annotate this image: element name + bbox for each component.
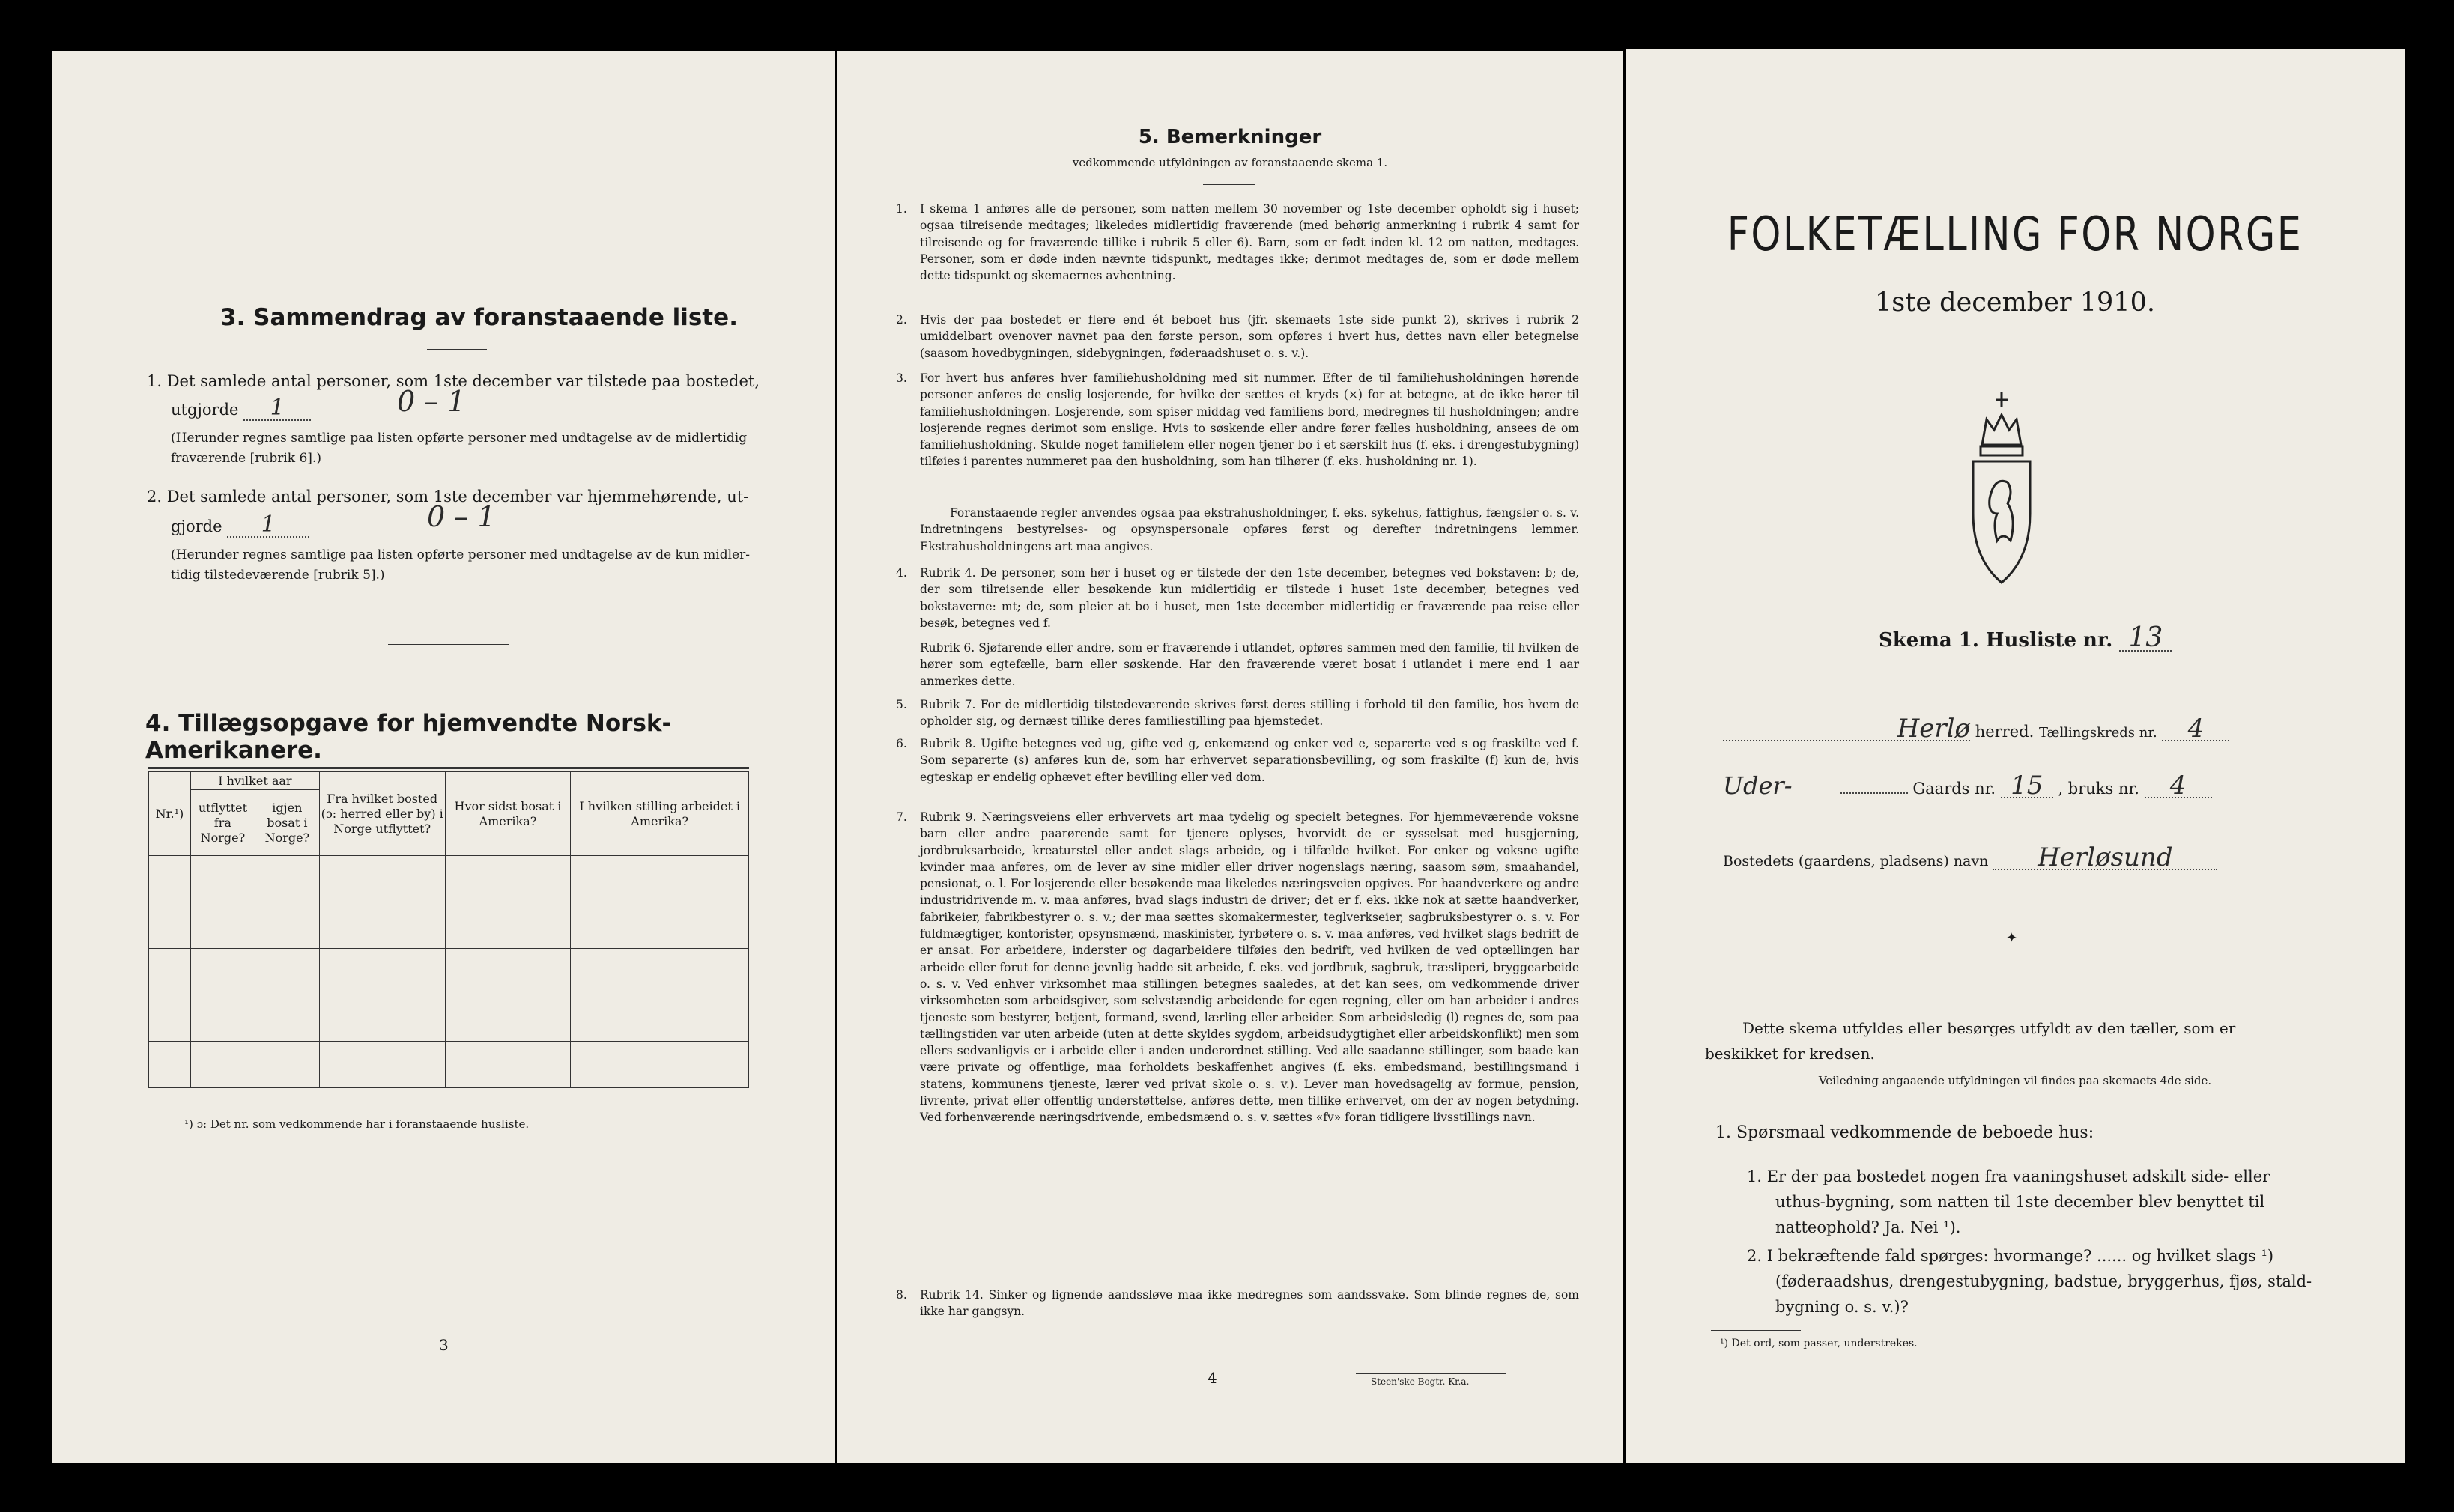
main-title: FOLKETÆLLING FOR NORGE xyxy=(1727,207,2303,261)
ornament-icon: ✦ xyxy=(2006,930,2018,946)
section3-title: 3. Sammendrag av foranstaaende liste. xyxy=(220,304,738,331)
intro-line1: Dette skema utfyldes eller besørges utfyldt av den tæller, som er xyxy=(1742,1019,2236,1037)
remarks-title: 5. Bemerkninger xyxy=(1138,126,1322,148)
table-row xyxy=(149,902,749,949)
skema-line xyxy=(1879,622,2172,653)
remark-8: 8. Rubrik 14. Sinker og lignende aandssløve maa ikke medregnes som aandssvake. Som blinde regnes de, som ikke har gangsyn. xyxy=(896,1288,1579,1319)
item1-handwritten-count: 1 xyxy=(243,397,311,421)
col-header-group: I hvilket aar xyxy=(190,772,319,790)
dots xyxy=(1840,792,1908,794)
remark-3b: Foranstaaende regler anvendes ogsaa paa ekstrahusholdninger, f. eks. sykehus, fattighus, fængsler o. s. v. Indretningens bestyrelses- og opsynspersonale opføres først og derefter indretningens lemmer. Ekstrahusholdningens art maa angives. xyxy=(920,506,1579,553)
kreds-field: 4 xyxy=(2162,717,2229,741)
remark-4b: Rubrik 6. Sjøfarende eller andre, som er fraværende i utlandet, opføres sammen med den familie, til hvilken de hører som egtefælle, barn eller søskende. Har den fraværende været bosat i utlandet i mere end 1 aar anmerkes dette. xyxy=(920,641,1579,688)
bruks-field: 4 xyxy=(2145,774,2212,798)
item1-note1: (Herunder regnes samtlige paa listen opførte personer med undtagelse av de midlertidig xyxy=(171,431,748,446)
kreds-label: Tællingskreds nr. xyxy=(2038,725,2157,741)
col-header-utflyttet: utflyttet fra Norge? xyxy=(190,790,255,856)
page-number: 4 xyxy=(1208,1369,1217,1387)
remark-6: 6. Rubrik 8. Ugifte betegnes ved ug, gifte ved g, enkemænd og enker ved e, separerte ved s og fraskilte ved f. Som separerte (s) anføres kun de, som har erhvervet separationsbevilling, og som fraskilte (f) kun de, hvis egteskap er endelig ophævet efter bevilling eller ved dom. xyxy=(896,737,1579,784)
divider xyxy=(427,349,487,350)
footnote: ¹) Det ord, som passer, understrekes. xyxy=(1720,1338,1918,1349)
table-top-rule xyxy=(148,767,749,769)
item2-line2 xyxy=(171,511,309,539)
page-left xyxy=(52,51,835,1463)
item2-prefix: gjorde xyxy=(171,517,222,535)
husliste-nr-field: 13 xyxy=(2119,626,2172,652)
norway-coat-of-arms-icon xyxy=(1964,386,2039,590)
item1-line2 xyxy=(171,397,311,422)
census-date: 1ste december 1910. xyxy=(1875,288,2155,318)
question1-line3: natteophold? Ja. Nei ¹). xyxy=(1775,1218,1961,1236)
intro-small: Veiledning angaaende utfyldningen vil findes paa skemaets 4de side. xyxy=(1818,1074,2212,1087)
gaard-line xyxy=(1723,771,2367,800)
remark-3: 3. For hvert hus anføres hver familiehusholdning med sit nummer. Efter de til familiehusholdningen hørende personer anføres de enslig losjerende, for hvilke der sættes et kryds (×) for at betegne, at de ikke hører til familiehusholdningen. Losjerende, som spiser middag ved familiens bord, medregnes til husholdningen; andre losjerende regnes derimot som enslige. Hvis to søskende eller andre fører fælles husholdning, ansees de om familiehusholdning. Skulde noget familielem eller nogen tjener bo i et særskilt hus (f. eks. i drengestubygning) tilføies i parentes nummeret paa den husholdning, som han tilhører (f. eks. husholdning nr. 1). xyxy=(896,371,1579,469)
item1-prefix: utgjorde xyxy=(171,401,239,419)
table-row xyxy=(149,949,749,995)
table-row xyxy=(149,856,749,902)
table-row xyxy=(149,1042,749,1088)
item2-note2: tidig tilstedeværende [rubrik 5].) xyxy=(171,568,385,583)
section4-title: 4. Tillægsopgave for hjemvendte Norsk-Amerikanere. xyxy=(145,710,672,764)
bosted-line xyxy=(1723,842,2367,872)
item2-handwritten-count: 1 xyxy=(227,514,309,538)
bosted-field: Herløsund xyxy=(1993,846,2217,870)
remark-5: 5. Rubrik 7. For de midlertidig tilstedeværende skrives først deres stilling i forhold til den familie, hos hvem de opholder sig, og dernæst tillike deres familiestilling paa hjemstedet. xyxy=(896,698,1579,729)
remark-4: 4. Rubrik 4. De personer, som hør i huset og er tilstede der den 1ste december, betegnes ved bokstaven: b; de, der som tilreisende eller besøkende kun midlertidig er tilstede i huset 1ste december, betegnes ved bokstaverne: mt; de, som pleier at bo i huset, men 1ste december midlertidig er fraværende paa reise eller besøk, betegnes ved f. xyxy=(896,566,1579,630)
remarks-subtitle: vedkommende utfyldningen av foranstaaende skema 1. xyxy=(1072,156,1388,169)
bruks-label: , bruks nr. xyxy=(2058,780,2139,798)
col-header-stilling: I hvilken stilling arbeidet i Amerika? xyxy=(571,772,749,856)
herred-label: herred. xyxy=(1975,723,2035,741)
item2-line1: 2. Det samlede antal personer, som 1ste december var hjemmehørende, ut- xyxy=(147,488,749,505)
question1-line1: 1. Er der paa bostedet nogen fra vaaningshuset adskilt side- eller xyxy=(1747,1168,2270,1185)
item2-handwritten-range: 0 – 1 xyxy=(427,500,496,533)
uder-field: Uder- xyxy=(1723,771,1793,800)
norsk-amerikanere-table xyxy=(148,771,749,1088)
table-row xyxy=(149,995,749,1042)
question1-line2: uthus-bygning, som natten til 1ste december blev benyttet til xyxy=(1775,1193,2265,1211)
remark-1: 1. I skema 1 anføres alle de personer, som natten mellem 30 november og 1ste december opholdt sig i huset; ogsaa tilreisende medtages; likeledes midlertidig fraværende (med behørig anmerkning i rubrik 4 samt for tilreisende og for fraværende tillike i rubrik 5 eller 6). Barn, som er født inden kl. 12 om natten, medtages. Personer, som er døde inden nævnte tidspunkt, medtages ikke; derimot medtages de, som er døde mellem dette tidspunkt og skemaernes avhentning. xyxy=(896,202,1579,283)
item1-handwritten-range: 0 – 1 xyxy=(397,385,466,418)
page-number: 3 xyxy=(439,1336,449,1354)
herred-line xyxy=(1723,714,2367,744)
page-right xyxy=(1626,49,2405,1463)
item1-line1: 1. Det samlede antal personer, som 1ste december var tilstede paa bostedet, xyxy=(147,372,760,390)
question2-line1: 2. I bekræftende fald spørges: hvormange? ...... og hvilket slags ¹) xyxy=(1747,1247,2274,1265)
item2-note1: (Herunder regnes samtlige paa listen opførte personer med undtagelse av de kun midler- xyxy=(171,547,750,562)
table-footnote: ¹) ɔ: Det nr. som vedkommende har i foranstaaende husliste. xyxy=(184,1117,530,1131)
gaards-label: Gaards nr. xyxy=(1912,780,1996,798)
skema-label: Skema 1. Husliste nr. xyxy=(1879,629,2113,652)
page-middle xyxy=(837,51,1623,1463)
question2-line2: (føderaadshus, drengestubygning, badstue, bryggerhus, fjøs, stald- xyxy=(1775,1272,2312,1290)
remark-2: 2. Hvis der paa bostedet er flere end ét beboet hus (jfr. skemaets 1ste side punkt 2), skrives i rubrik 2 umiddelbart ovenover navnet paa den første person, som opføres i hvert hus, dettes navn eller betegnelse (saasom hovedbygningen, sidebygningen, føderaadshuset o. s. v.). xyxy=(896,313,1579,360)
col-header-igjen: igjen bosat i Norge? xyxy=(255,790,319,856)
bosted-label: Bostedets (gaardens, pladsens) navn xyxy=(1723,853,1989,869)
intro-line2: beskikket for kredsen. xyxy=(1705,1045,1875,1063)
item1-note2: fraværende [rubrik 6].) xyxy=(171,451,321,466)
divider xyxy=(1203,184,1255,185)
divider xyxy=(388,644,509,645)
col-header-sidst: Hvor sidst bosat i Amerika? xyxy=(445,772,571,856)
gaards-field: 15 xyxy=(2001,774,2053,798)
printer-mark: Steen'ske Bogtr. Kr.a. xyxy=(1371,1376,1470,1387)
divider xyxy=(1356,1373,1506,1374)
remark-7: 7. Rubrik 9. Næringsveiens eller erhvervets art maa tydelig og specielt betegnes. For hjemmeværende voksne barn eller andre paarørende samt for tjenere oplyses, hvorvidt de er sysselsat med husgjerning, jordbruksarbeide, kreaturstel eller andet slags arbeide, og i tilfælde hvilket. For enker og voksne ugifte kvinder maa anføres, om de lever av sine midler eller driver nogenslags næring, saasom søm, smaahandel, pensionat, o. l. For losjerende eller besøkende maa likeledes næringsveien opgives. For haandverkere og andre industridrivende m. v. maa anføres, hvad slags industri de driver; det er f. eks. ikke nok at sætte haandverker, fabrikeier, fabrikbestyrer o. s. v.; der maa sættes skomakermester, teglverkseier, sagbruksbestyrer o. s. v. For fuldmægtiger, kontorister, opsynsmænd, maskinister, fyrbøtere o. s. v. maa anføres, ved hvilket slags bedrift de er ansat. For arbeidere, inderster og dagarbeidere tilføies den bedrift, ved hvilken de ved optællingen har arbeide eller forut for denne jevnlig hadde sit arbeide, f. eks. ved jordbruk, sagbruk, træsliperi, bryggearbeide o. s. v. Ved enhver virksomhet maa stillingen betegnes saaledes, at det kan sees, om vedkommende driver virksomheten som arbeidsgiver, som selvstændig arbeidende for egen regning, eller om han arbeider i andres tjeneste som bestyrer, betjent, formand, svend, lærling eller arbeider. Som arbeidsledig (l) regnes de, som paa tællingstiden var uten arbeide (uten at dette skyldes sygdom, arbeidsudygtighet eller arbeidskonflikt) men som ellers sedvanligvis er i arbeide eller i anden underordnet stilling. Ved alle saadanne stillinger, som baade kan være private og offentlige, maa forholdets beskaffenhet angives (f. eks. embedsmand, bestillingsmand i statens, kommunens tjeneste, lærer ved privat skole o. s. v.). Lever man hovedsagelig av formue, pension, livrente, privat eller offentlig understøttelse, anføres dette, men tillike erhvervet, om der av nogen betydning. Ved forhenværende næringsdrivende, embedsmænd o. s. v. sættes «fv» foran tidligere livsstillings navn. xyxy=(896,810,1579,1125)
col-header-bosted: Fra hvilket bosted (ɔ: herred eller by) i Norge utflyttet? xyxy=(319,772,445,856)
question2-line3: bygning o. s. v.)? xyxy=(1775,1298,1909,1316)
col-header-nr: Nr.¹) xyxy=(149,772,191,856)
questions-title: 1. Spørsmaal vedkommende de beboede hus: xyxy=(1715,1123,2094,1142)
divider xyxy=(1711,1330,1801,1331)
herred-field: Herlø xyxy=(1723,717,1970,741)
